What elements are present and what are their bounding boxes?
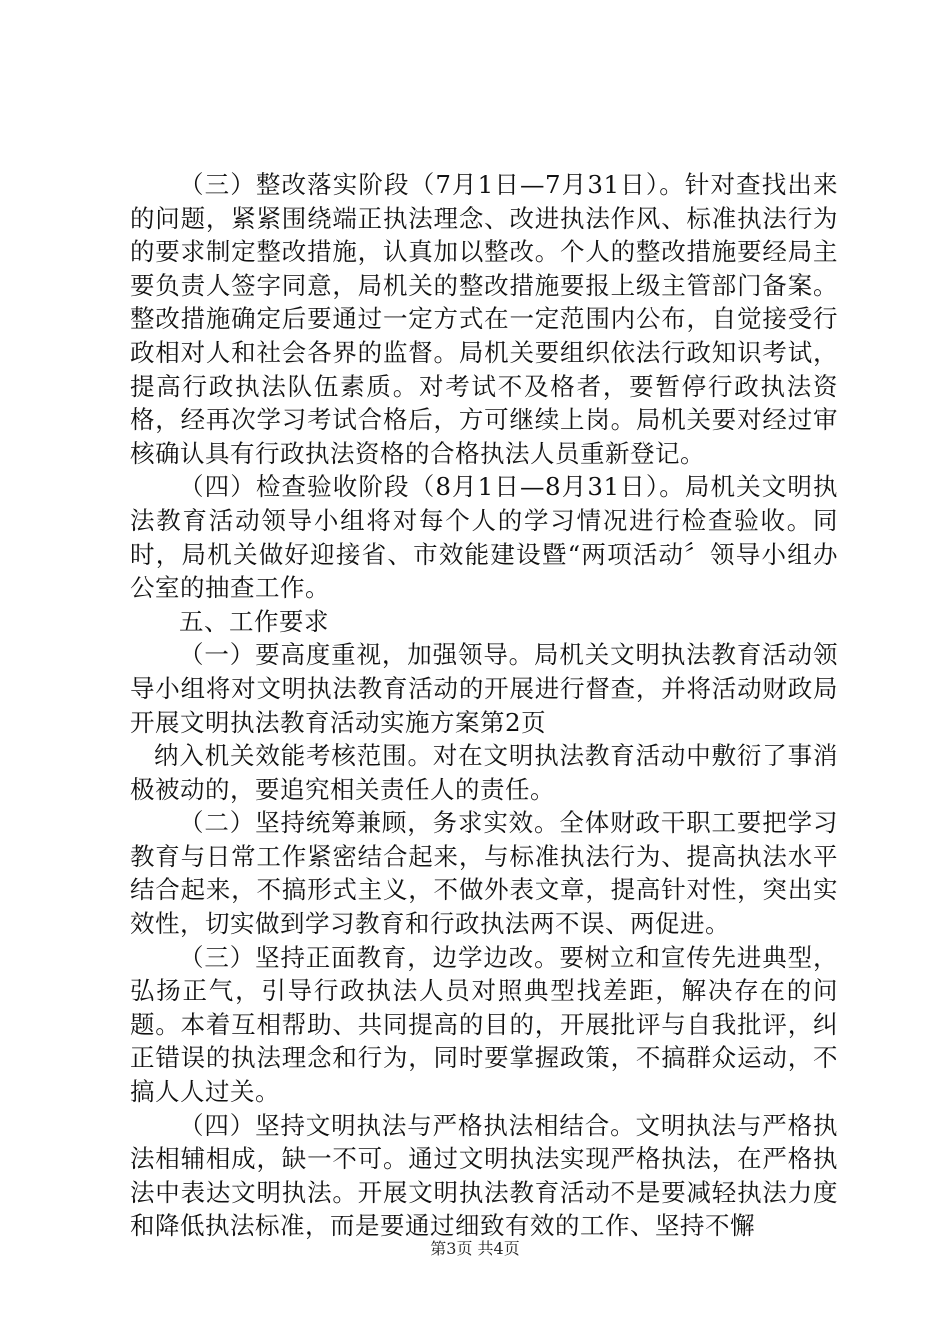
page-number-footer: 第3页 共4页	[430, 1239, 520, 1258]
paragraph-requirement-2: （二）坚持统筹兼顾，务求实效。全体财政干职工要把学习教育与日常工作紧密结合起来，与标准执法行为、提高执法水平结合起来，不搞形式主义，不做外表文章，提高针对性，突出实效性，切实做到学习教育和行政执法两不误、两促进。	[130, 808, 838, 939]
paragraph-requirement-1-continued: 纳入机关效能考核范围。对在文明执法教育活动中敷衍了事消极被动的，要追究相关责任人的责任。	[130, 741, 838, 804]
section-heading-work-requirements: 五、工作要求	[179, 606, 329, 636]
paragraph-inspection-stage: （四）检查验收阶段（8月1日—8月31日）。局机关文明执法教育活动领导小组将对每个人的学习情况进行检查验收。同时，局机关做好迎接省、市效能建设暨“两项活动〞领导小组办公室的抽查工作。	[130, 472, 838, 603]
document-body	[130, 168, 838, 1243]
paragraph-requirement-4: （四）坚持文明执法与严格执法相结合。文明执法与严格执法相辅相成，缺一不可。通过文明执法实现严格执法，在严格执法中表达文明执法。开展文明执法教育活动不是要减轻执法力度和降低执法标准，而是要通过细致有效的工作、坚持不懈	[130, 1110, 838, 1241]
paragraph-requirement-1: （一）要高度重视，加强领导。局机关文明执法教育活动领导小组将对文明执法教育活动的开展进行督查，并将活动财政局开展文明执法教育活动实施方案第2页	[130, 640, 838, 737]
paragraph-requirement-3: （三）坚持正面教育，边学边改。要树立和宣传先进典型，弘扬正气，引导行政执法人员对照典型找差距，解决存在的问题。本着互相帮助、共同提高的目的，开展批评与自我批评，纠正错误的执法理念和行为，同时要掌握政策，不搞群众运动，不搞人人过关。	[130, 942, 838, 1107]
paragraph-rectification-stage: （三）整改落实阶段（7月1日—7月31日）。针对查找出来的问题，紧紧围绕端正执法理念、改进执法作风、标准执法行为的要求制定整改措施，认真加以整改。个人的整改措施要经局主要负责人签字同意，局机关的整改措施要报上级主管部门备案。整改措施确定后要通过一定方式在一定范围内公布，自觉接受行政相对人和社会各界的监督。局机关要组织依法行政知识考试，提高行政执法队伍素质。对考试不及格者，要暂停行政执法资格，经再次学习考试合格后，方可继续上岗。局机关要对经过审核确认具有行政执法资格的合格执法人员重新登记。	[130, 170, 838, 468]
